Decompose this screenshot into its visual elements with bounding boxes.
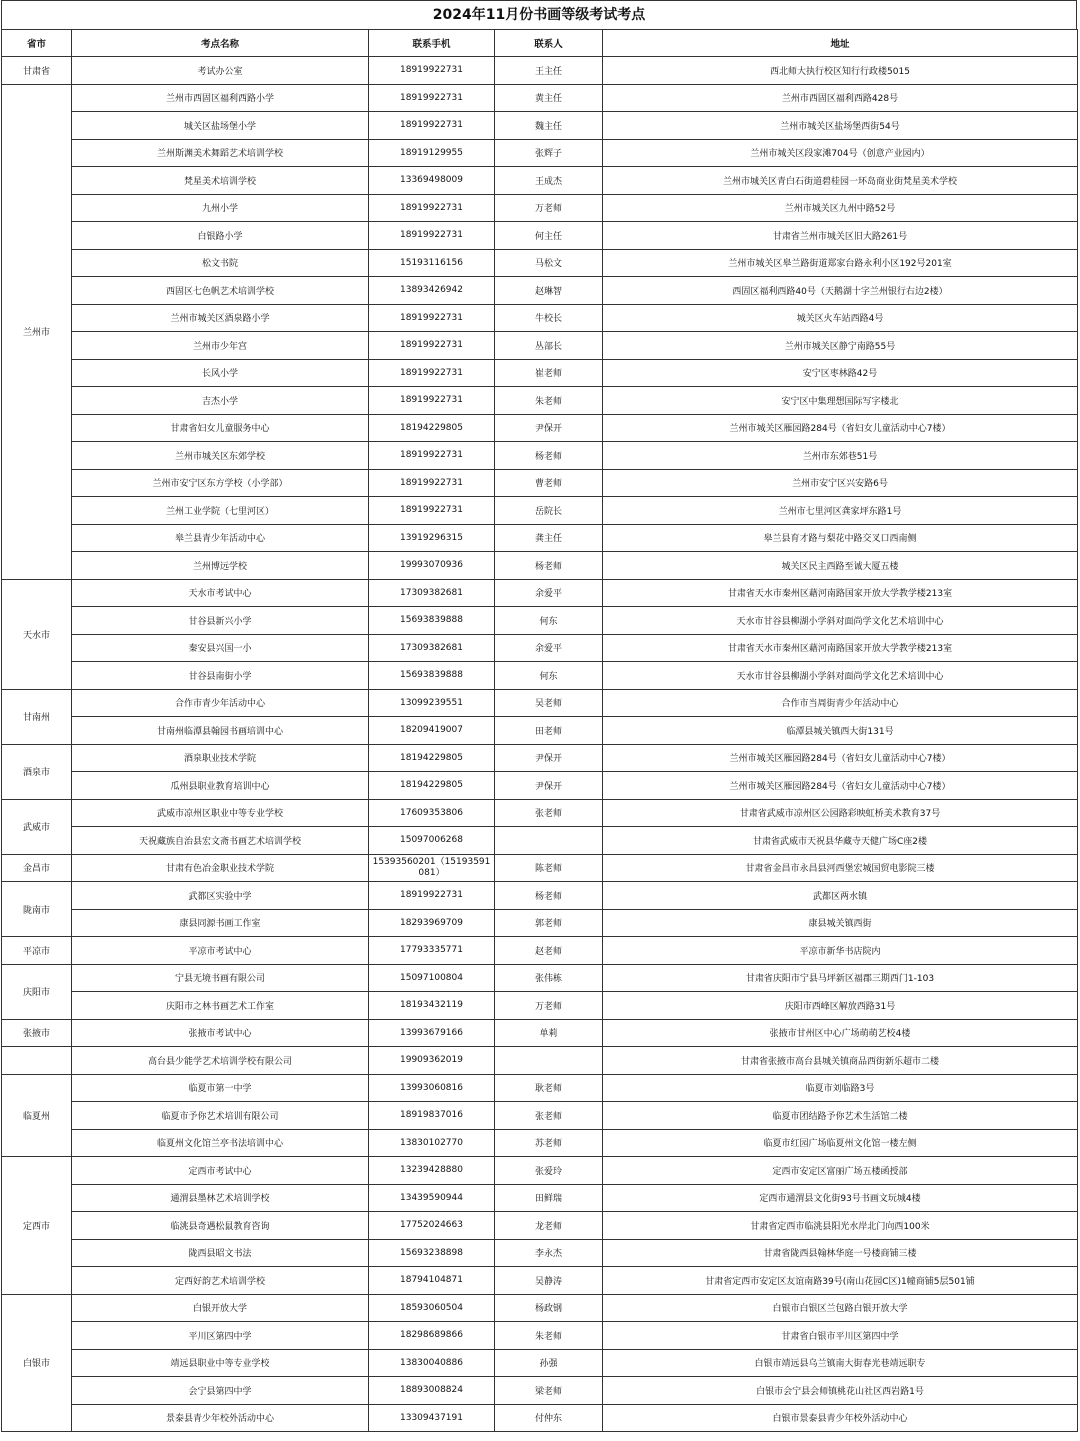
cell-phone: 17609353806 [369,799,495,827]
cell-site-name: 甘谷县南街小学 [72,662,369,690]
cell-address: 兰州市城关区雁园路284号（省妇女儿童活动中心7楼） [603,772,1078,800]
cell-address: 西固区福利西路40号（天鹅湖十字兰州银行右边2楼） [603,277,1078,305]
header-contact: 联系人 [495,30,603,57]
cell-contact: 付仲东 [495,1404,603,1432]
cell-address: 兰州市城关区青白石街道碧桂园一环岛商业街梵星美术学校 [603,167,1078,195]
cell-phone: 13919296315 [369,524,495,552]
cell-phone: 13830102770 [369,1129,495,1157]
cell-address: 安宁区中集理想国际写字楼北 [603,387,1078,415]
cell-contact: 杨老师 [495,442,603,470]
cell-site-name: 宁县无境书画有限公司 [72,964,369,992]
cell-phone: 18919922731 [369,84,495,112]
cell-site-name: 松文书院 [72,249,369,277]
cell-city: 临夏州 [2,1074,72,1157]
cell-site-name: 兰州市西固区福利西路小学 [72,84,369,112]
cell-phone: 15693238898 [369,1239,495,1267]
cell-address: 城关区火车站西路4号 [603,304,1078,332]
cell-phone: 13369498009 [369,167,495,195]
cell-site-name: 平川区第四中学 [72,1322,369,1350]
cell-phone: 18194229805 [369,414,495,442]
cell-site-name: 吉杰小学 [72,387,369,415]
cell-contact: 黄主任 [495,84,603,112]
cell-contact: 赵老师 [495,937,603,965]
cell-phone: 13830040886 [369,1349,495,1377]
cell-address: 甘肃省定西市安定区友谊南路39号(南山花园C区)1幢商铺5层501铺 [603,1267,1078,1295]
table-row [2,937,1078,965]
cell-site-name: 兰州斯渊美术舞蹈艺术培训学校 [72,139,369,167]
cell-site-name: 西固区七色帆艺术培训学校 [72,277,369,305]
cell-address: 兰州市城关区皋兰路街道郑家台路永利小区192号201室 [603,249,1078,277]
cell-contact: 尹保开 [495,744,603,772]
cell-site-name: 瓜州县职业教育培训中心 [72,772,369,800]
table-row [2,607,1078,635]
cell-site-name: 兰州博远学校 [72,552,369,580]
cell-site-name: 临夏州文化馆兰亭书法培训中心 [72,1129,369,1157]
cell-city: 金昌市 [2,854,72,882]
cell-site-name: 平凉市考试中心 [72,937,369,965]
cell-contact [495,1047,603,1075]
cell-site-name: 庆阳市之林书画艺术工作室 [72,992,369,1020]
table-row [2,882,1078,910]
cell-site-name: 长风小学 [72,359,369,387]
cell-address: 安宁区枣林路42号 [603,359,1078,387]
cell-phone: 18298689866 [369,1322,495,1350]
cell-contact: 马松文 [495,249,603,277]
cell-contact: 苏老师 [495,1129,603,1157]
cell-address: 康县城关镇西街 [603,909,1078,937]
table-row [2,1047,1078,1075]
cell-phone: 17793335771 [369,937,495,965]
cell-address: 平凉市新华书店院内 [603,937,1078,965]
cell-phone: 18193432119 [369,992,495,1020]
table-row [2,84,1078,112]
cell-contact: 李永杰 [495,1239,603,1267]
cell-address: 兰州市城关区九州中路52号 [603,194,1078,222]
cell-phone: 18919129955 [369,139,495,167]
cell-address: 甘肃省陇西县翰林华庭一号楼商铺三楼 [603,1239,1078,1267]
header-site-name: 考点名称 [72,30,369,57]
cell-phone: 18194229805 [369,772,495,800]
cell-address: 定西市通渭县文化街93号书画文玩城4楼 [603,1184,1078,1212]
cell-contact: 丛部长 [495,332,603,360]
cell-site-name: 合作市青少年活动中心 [72,689,369,717]
cell-address: 兰州市城关区雁园路284号（省妇女儿童活动中心7楼） [603,414,1078,442]
table-row [2,662,1078,690]
cell-phone: 18919922731 [369,497,495,525]
cell-site-name: 陇西县昭文书法 [72,1239,369,1267]
cell-site-name: 甘南州临潭县翰园书画培训中心 [72,717,369,745]
cell-address: 甘肃省张掖市高台县城关镇商品西街新乐超市二楼 [603,1047,1078,1075]
table-body [2,57,1078,1432]
table-row [2,1019,1078,1047]
cell-city: 兰州市 [2,84,72,579]
table-row [2,1349,1078,1377]
table-row [2,57,1078,85]
header-phone: 联系手机 [369,30,495,57]
cell-phone: 18919922731 [369,304,495,332]
cell-city: 张掖市 [2,1019,72,1047]
cell-phone: 18919922731 [369,387,495,415]
cell-contact: 朱老师 [495,387,603,415]
cell-site-name: 武威市凉州区职业中等专业学校 [72,799,369,827]
cell-site-name: 通渭县墨林艺术培训学校 [72,1184,369,1212]
cell-address: 武都区两水镇 [603,882,1078,910]
cell-address: 临夏市红园广场临夏州文化馆一楼左侧 [603,1129,1078,1157]
cell-address: 甘肃省庆阳市宁县马坪新区福郡三期西门1-103 [603,964,1078,992]
table-row [2,1404,1078,1432]
cell-address: 兰州市西固区福利西路428号 [603,84,1078,112]
table-row [2,442,1078,470]
cell-address: 甘肃省定西市临洮县阳光水岸北门向西100米 [603,1212,1078,1240]
table-row [2,304,1078,332]
cell-site-name: 城关区盐场堡小学 [72,112,369,140]
cell-phone: 18919922731 [369,112,495,140]
cell-site-name: 兰州市城关区东郊学校 [72,442,369,470]
page-title: 2024年11月份书画等级考试考点 [1,0,1077,29]
table-row [2,414,1078,442]
exam-sites-table [1,29,1078,1432]
cell-address: 兰州市城关区雁园路284号（省妇女儿童活动中心7楼） [603,744,1078,772]
cell-site-name: 武都区实验中学 [72,882,369,910]
cell-site-name: 白银路小学 [72,222,369,250]
cell-address: 甘肃省金昌市永昌县河西堡宏城国贸电影院三楼 [603,854,1078,882]
cell-address: 天水市甘谷县柳湖小学斜对面尚学文化艺术培训中心 [603,607,1078,635]
cell-site-name: 兰州工业学院（七里河区） [72,497,369,525]
cell-site-name: 高台县少能学艺术培训学校有限公司 [72,1047,369,1075]
cell-address: 合作市当周街青少年活动中心 [603,689,1078,717]
table-row [2,194,1078,222]
cell-contact: 赵琳智 [495,277,603,305]
cell-contact: 张辉子 [495,139,603,167]
table-row [2,552,1078,580]
cell-phone: 18919922731 [369,57,495,85]
cell-contact: 龚主任 [495,524,603,552]
cell-phone: 13309437191 [369,1404,495,1432]
table-row [2,579,1078,607]
cell-phone: 18893008824 [369,1377,495,1405]
cell-address: 兰州市安宁区兴安路6号 [603,469,1078,497]
cell-site-name: 甘肃有色冶金职业技术学院 [72,854,369,882]
cell-phone: 17752024663 [369,1212,495,1240]
table-row [2,1239,1078,1267]
cell-contact: 张老师 [495,1102,603,1130]
cell-site-name: 临夏市第一中学 [72,1074,369,1102]
cell-phone: 13239428880 [369,1157,495,1185]
cell-address: 白银市白银区兰包路白银开放大学 [603,1294,1078,1322]
document [1,0,1077,1432]
cell-contact: 曹老师 [495,469,603,497]
cell-city: 陇南市 [2,882,72,937]
table-row [2,1102,1078,1130]
table-row [2,359,1078,387]
cell-contact: 朱老师 [495,1322,603,1350]
cell-site-name: 酒泉职业技术学院 [72,744,369,772]
cell-site-name: 九州小学 [72,194,369,222]
table-row [2,1157,1078,1185]
cell-address: 白银市会宁县会师镇桃花山社区西岩路1号 [603,1377,1078,1405]
cell-phone: 18794104871 [369,1267,495,1295]
cell-phone: 13099239551 [369,689,495,717]
cell-phone: 15193116156 [369,249,495,277]
cell-address: 西北师大执行校区知行行政楼5015 [603,57,1078,85]
cell-city: 平凉市 [2,937,72,965]
cell-site-name: 兰州市安宁区东方学校（小学部） [72,469,369,497]
cell-city: 定西市 [2,1157,72,1295]
cell-address: 甘肃省兰州市城关区旧大路261号 [603,222,1078,250]
cell-contact: 田鲜瑞 [495,1184,603,1212]
cell-phone: 18293969709 [369,909,495,937]
cell-phone: 13993679166 [369,1019,495,1047]
cell-site-name: 秦安县兴国一小 [72,634,369,662]
table-row [2,497,1078,525]
cell-contact: 尹保开 [495,772,603,800]
table-row [2,112,1078,140]
table-row [2,1184,1078,1212]
cell-phone: 18919922731 [369,469,495,497]
cell-address: 甘肃省武威市天祝县华藏寺天健广场C座2楼 [603,827,1078,855]
cell-site-name: 皋兰县青少年活动中心 [72,524,369,552]
cell-contact: 陈老师 [495,854,603,882]
cell-site-name: 临洮县奇遇松鼠教育咨询 [72,1212,369,1240]
cell-contact: 单莉 [495,1019,603,1047]
cell-address: 皋兰县育才路与梨花中路交叉口西南侧 [603,524,1078,552]
cell-contact: 岳院长 [495,497,603,525]
cell-site-name: 张掖市考试中心 [72,1019,369,1047]
table-row [2,689,1078,717]
cell-site-name: 白银开放大学 [72,1294,369,1322]
header-city: 省市 [2,30,72,57]
cell-site-name: 定西好韵艺术培训学校 [72,1267,369,1295]
cell-site-name: 天水市考试中心 [72,579,369,607]
cell-phone: 19993070936 [369,552,495,580]
table-row [2,222,1078,250]
cell-address: 甘肃省天水市秦州区藉河南路国家开放大学教学楼213室 [603,579,1078,607]
table-row [2,717,1078,745]
cell-contact: 耿老师 [495,1074,603,1102]
cell-phone: 18919922731 [369,194,495,222]
cell-address: 白银市景泰县青少年校外活动中心 [603,1404,1078,1432]
cell-address: 甘肃省武威市凉州区公园路彩映虹桥美术教育37号 [603,799,1078,827]
cell-city: 武威市 [2,799,72,854]
cell-contact: 万老师 [495,992,603,1020]
cell-phone: 18593060504 [369,1294,495,1322]
cell-site-name: 景泰县青少年校外活动中心 [72,1404,369,1432]
table-row [2,772,1078,800]
cell-phone: 18209419007 [369,717,495,745]
cell-site-name: 甘谷县新兴小学 [72,607,369,635]
cell-contact: 万老师 [495,194,603,222]
cell-address: 临夏市刘临路3号 [603,1074,1078,1102]
cell-site-name: 兰州市少年宫 [72,332,369,360]
cell-phone: 15693839888 [369,662,495,690]
cell-address: 白银市靖远县乌兰镇南大街春光巷靖远职专 [603,1349,1078,1377]
table-row [2,1322,1078,1350]
table-header-row [2,30,1078,57]
table-row [2,799,1078,827]
header-address: 地址 [603,30,1078,57]
cell-site-name: 梵星美术培训学校 [72,167,369,195]
cell-phone: 18919922731 [369,222,495,250]
cell-contact: 何东 [495,662,603,690]
cell-address: 张掖市甘州区中心广场萌萌艺校4楼 [603,1019,1078,1047]
table-row [2,1267,1078,1295]
cell-contact: 何东 [495,607,603,635]
cell-contact: 张伟栋 [495,964,603,992]
cell-phone: 18194229805 [369,744,495,772]
cell-contact: 田老师 [495,717,603,745]
table-row [2,1212,1078,1240]
table-row [2,1074,1078,1102]
table-row [2,332,1078,360]
table-row [2,1377,1078,1405]
cell-contact: 孙强 [495,1349,603,1377]
cell-contact: 余爱平 [495,579,603,607]
cell-contact: 牛校长 [495,304,603,332]
table-row [2,634,1078,662]
table-row [2,524,1078,552]
cell-phone: 13893426942 [369,277,495,305]
cell-city: 天水市 [2,579,72,689]
cell-site-name: 康县同源书画工作室 [72,909,369,937]
cell-city: 酒泉市 [2,744,72,799]
cell-site-name: 天祝藏族自治县宏文斋书画艺术培训学校 [72,827,369,855]
cell-contact: 龙老师 [495,1212,603,1240]
cell-contact: 杨政钢 [495,1294,603,1322]
table-row [2,469,1078,497]
cell-contact: 杨老师 [495,882,603,910]
cell-address: 兰州市城关区静宁南路55号 [603,332,1078,360]
cell-contact: 王主任 [495,57,603,85]
cell-contact: 吴老师 [495,689,603,717]
cell-contact: 杨老师 [495,552,603,580]
table-row [2,854,1078,882]
cell-address: 兰州市七里河区龚家坪东路1号 [603,497,1078,525]
cell-phone: 15097100804 [369,964,495,992]
cell-site-name: 兰州市城关区酒泉路小学 [72,304,369,332]
cell-city: 甘肃省 [2,57,72,85]
cell-site-name: 靖远县职业中等专业学校 [72,1349,369,1377]
table-row [2,909,1078,937]
cell-city: 庆阳市 [2,964,72,1019]
cell-contact: 魏主任 [495,112,603,140]
table-row [2,387,1078,415]
cell-site-name: 会宁县第四中学 [72,1377,369,1405]
cell-address: 定西市安定区富丽广场五楼函授部 [603,1157,1078,1185]
cell-phone: 15693839888 [369,607,495,635]
table-row [2,249,1078,277]
cell-site-name: 临夏市予你艺术培训有限公司 [72,1102,369,1130]
table-row [2,992,1078,1020]
cell-address: 庆阳市西峰区解放西路31号 [603,992,1078,1020]
cell-address: 临潭县城关镇西大街131号 [603,717,1078,745]
cell-address: 兰州市城关区段家滩704号（创意产业园内） [603,139,1078,167]
cell-phone: 18919922731 [369,442,495,470]
cell-contact: 郭老师 [495,909,603,937]
cell-address: 甘肃省天水市秦州区藉河南路国家开放大学教学楼213室 [603,634,1078,662]
cell-city: 甘南州 [2,689,72,744]
table-row [2,139,1078,167]
cell-contact: 余爱平 [495,634,603,662]
cell-city [2,1047,72,1075]
table-row [2,827,1078,855]
cell-phone: 13993060816 [369,1074,495,1102]
cell-contact [495,827,603,855]
cell-contact: 吴静涛 [495,1267,603,1295]
cell-contact: 张老师 [495,799,603,827]
table-row [2,167,1078,195]
cell-contact: 王成杰 [495,167,603,195]
table-row [2,1294,1078,1322]
cell-phone: 18919922731 [369,359,495,387]
cell-address: 天水市甘谷县柳湖小学斜对面尚学文化艺术培训中心 [603,662,1078,690]
cell-address: 甘肃省白银市平川区第四中学 [603,1322,1078,1350]
cell-site-name: 甘肃省妇女儿童服务中心 [72,414,369,442]
cell-phone: 18919837016 [369,1102,495,1130]
cell-address: 临夏市团结路予你艺术生活馆二楼 [603,1102,1078,1130]
cell-phone: 17309382681 [369,634,495,662]
cell-contact: 张爱玲 [495,1157,603,1185]
cell-contact: 何主任 [495,222,603,250]
cell-phone: 13439590944 [369,1184,495,1212]
cell-contact: 崔老师 [495,359,603,387]
table-row [2,1129,1078,1157]
cell-address: 兰州市城关区盐场堡西街54号 [603,112,1078,140]
cell-phone: 19909362019 [369,1047,495,1075]
cell-phone: 15393560201（15193591081） [369,854,495,882]
cell-phone: 18919922731 [369,882,495,910]
cell-address: 兰州市东郊巷51号 [603,442,1078,470]
cell-contact: 梁老师 [495,1377,603,1405]
cell-phone: 18919922731 [369,332,495,360]
cell-phone: 15097006268 [369,827,495,855]
cell-site-name: 考试办公室 [72,57,369,85]
cell-site-name: 定西市考试中心 [72,1157,369,1185]
cell-city: 白银市 [2,1294,72,1432]
cell-address: 城关区民主西路至诚大厦五楼 [603,552,1078,580]
table-row [2,277,1078,305]
table-row [2,964,1078,992]
cell-contact: 尹保开 [495,414,603,442]
table-row [2,744,1078,772]
cell-phone: 17309382681 [369,579,495,607]
